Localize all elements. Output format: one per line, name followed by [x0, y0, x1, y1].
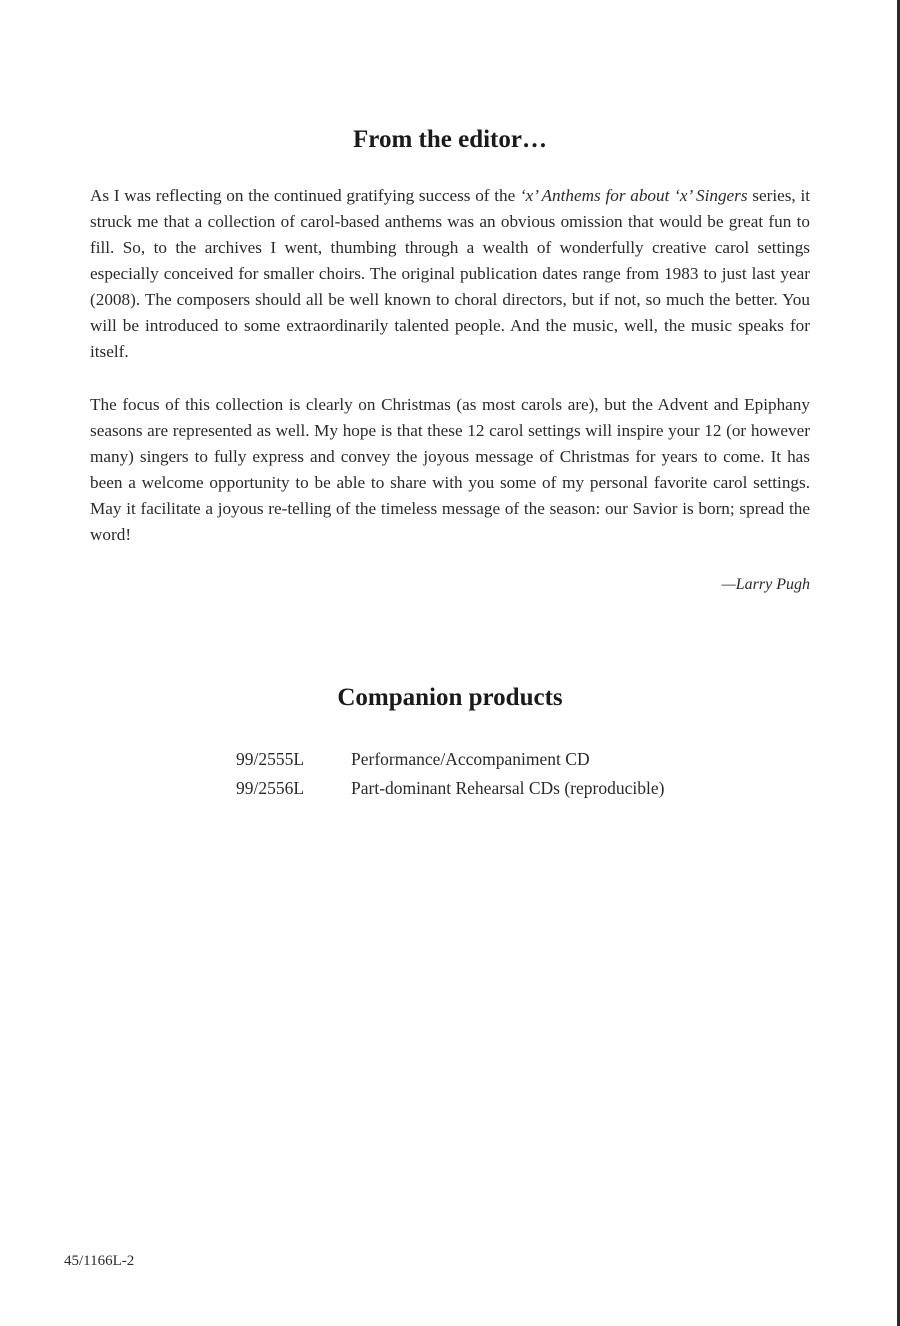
companion-products-title: Companion products — [337, 684, 563, 711]
product-row — [236, 745, 664, 774]
paragraph-1-rest: series, it struck me that a collection of carol-based anthems was an obvious omission that would be great fun to fill. So, to the archives I went, thumbing through a wealth of wonderfully creative carol settings especially conceived for smaller choirs. The original publication dates range from 1983 to just last year (2008). The composers should all be well known to choral directors, but if not, so much the better. You will be introduced to some extraordinarily talented people. And the music, well, the music speaks for itself. — [90, 186, 810, 361]
product-code: 99/2556L — [236, 778, 305, 798]
product-code: 99/2555L — [236, 749, 305, 769]
editor-paragraph-1 — [90, 183, 810, 365]
product-row — [236, 774, 664, 803]
paragraph-1-intro: As I was reflecting on the continued gratifying success of the — [90, 186, 520, 205]
editor-section-title: From the editor… — [353, 126, 547, 153]
product-description: Part-dominant Rehearsal CDs (reproducible) — [351, 778, 665, 798]
companion-products-list — [236, 745, 664, 803]
editor-paragraph-2: The focus of this collection is clearly on Christmas (as most carols are), but the Advent and Epiphany seasons are represented as well. My hope is that these 12 carol settings will inspire your 12 (or however many) singers to fully express and convey the joyous message of Christmas for years to come. It has been a welcome opportunity to be able to share with you some of my personal favorite carol settings. May it facilitate a joyous re-telling of the timeless message of the season: our Savior is born; spread the word! — [90, 395, 810, 544]
product-description: Performance/Accompaniment CD — [351, 749, 590, 769]
series-title: ‘x’ Anthems for about ‘x’ Singers — [519, 186, 748, 205]
editor-signature: —Larry Pugh — [721, 576, 810, 593]
page-catalog-code: 45/1166L-2 — [64, 1253, 135, 1269]
